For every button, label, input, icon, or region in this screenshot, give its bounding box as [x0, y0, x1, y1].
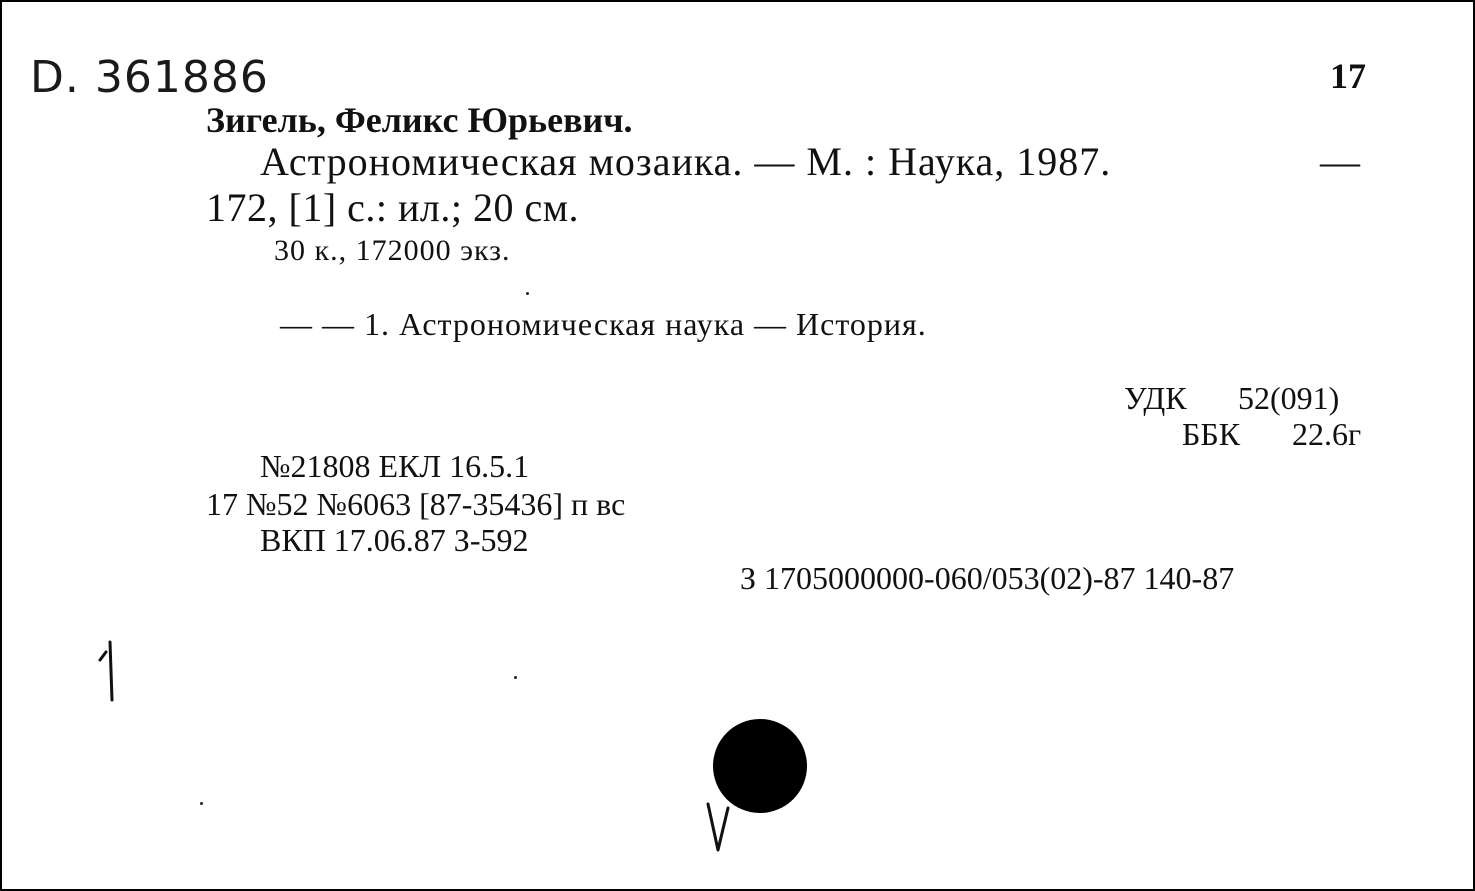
bbk-value: 22.6г: [1292, 416, 1362, 452]
shelfmark: D. 361886: [30, 52, 269, 103]
udk-value: 52(091): [1238, 380, 1340, 416]
title-dash: —: [1320, 139, 1360, 184]
registration-number: №21808 ЕКЛ 16.5.1: [260, 448, 530, 484]
ink-speck: [526, 292, 529, 295]
author-heading: Зигель, Феликс Юрьевич.: [206, 100, 633, 140]
udk-label: УДК: [1124, 380, 1187, 416]
isbn-code-line: З 1705000000-060/053(02)-87 140-87: [740, 560, 1235, 596]
bbk-label: ББК: [1182, 416, 1241, 452]
handwritten-mark-icon: [94, 638, 124, 704]
price-and-print-run: 30 к., 172000 экз.: [274, 234, 511, 267]
card-number: 17: [1330, 56, 1366, 96]
ink-speck: [200, 802, 203, 805]
order-line: 17 №52 №6063 [87-35436] п вс: [206, 486, 626, 522]
subject-heading: — — 1. Астрономическая наука — История.: [280, 306, 927, 342]
physical-description: 172, [1] с.: ил.; 20 см.: [206, 185, 580, 230]
handwritten-check-icon: [704, 798, 744, 858]
ink-speck: [514, 676, 517, 679]
vkp-line: ВКП 17.06.87 З-592: [260, 522, 529, 558]
title-statement: Астрономическая мозаика. — М. : Наука, 1987.: [260, 139, 1112, 184]
